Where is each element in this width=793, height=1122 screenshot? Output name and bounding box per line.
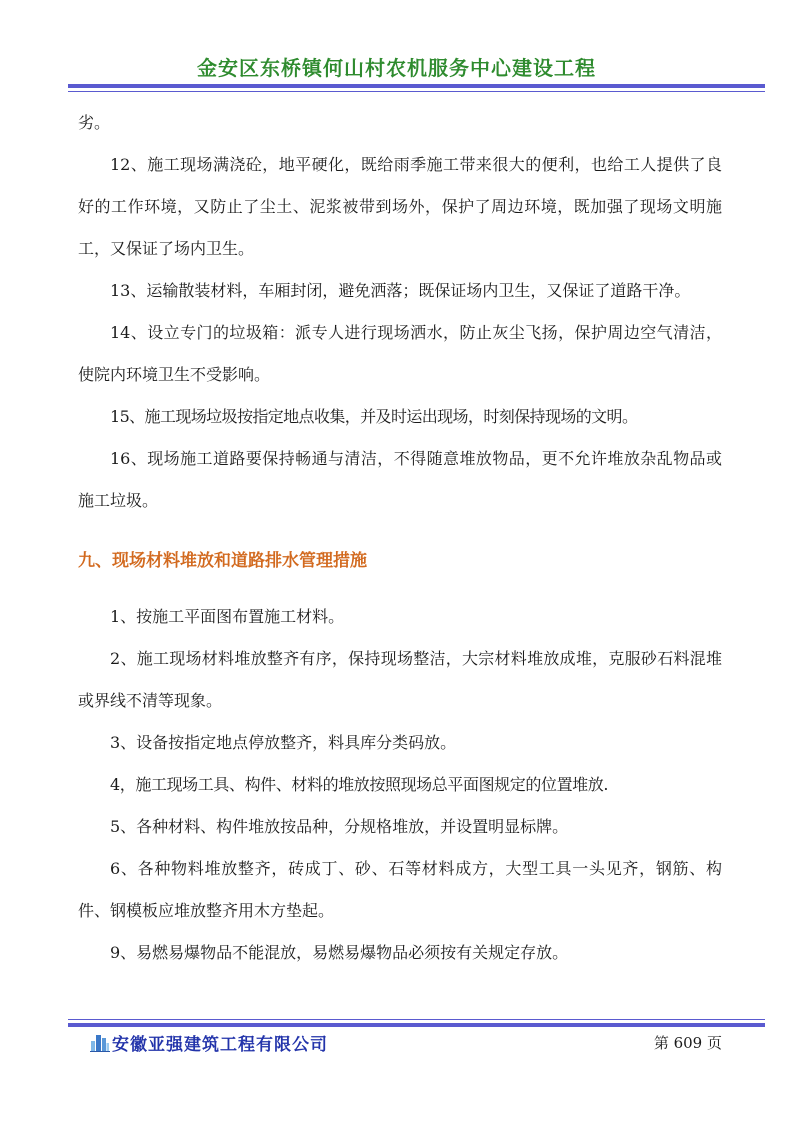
footer-company-name: 安徽亚强建筑工程有限公司: [112, 1035, 328, 1055]
paragraph: 劣。: [78, 113, 111, 132]
header-rule-thick: [68, 84, 765, 88]
page-header-title: 金安区东桥镇何山村农机服务中心建设工程: [197, 56, 596, 80]
paragraph: 1、按施工平面图布置施工材料。: [110, 607, 345, 626]
paragraph: 5、各种材料、构件堆放按品种，分规格堆放，并设置明显标牌。: [110, 817, 569, 836]
paragraph: 15、施工现场垃圾按指定地点收集，并及时运出现场，时刻保持现场的文明。: [110, 407, 638, 426]
paragraph: 14、设立专门的垃圾箱：派专人进行现场洒水，防止灰尘飞扬，保护周边空气清洁，使院内环境卫生不受影响。: [78, 323, 722, 384]
paragraph: 9、易燃易爆物品不能混放，易燃易爆物品必须按有关规定存放。: [110, 943, 569, 962]
page-number: 第 609 页: [653, 1034, 722, 1052]
footer-rule-thick: [68, 1023, 765, 1027]
header-rule-thin: [68, 91, 765, 92]
company-building-logo-icon: [90, 1032, 110, 1052]
paragraph: 16、现场施工道路要保持畅通与清洁，不得随意堆放物品，更不允许堆放杂乱物品或施工垃圾。: [78, 449, 722, 510]
paragraph: 4，施工现场工具、构件、材料的堆放按照现场总平面图规定的位置堆放.: [110, 775, 609, 794]
page-content: [78, 102, 722, 974]
paragraph: 3、设备按指定地点停放整齐，料具库分类码放。: [110, 733, 457, 752]
paragraph: 2、施工现场材料堆放整齐有序，保持现场整洁，大宗材料堆放成堆，克服砂石料混堆或界线不清等现象。: [78, 649, 722, 710]
page-footer: [90, 1030, 722, 1056]
footer-rule-thin: [68, 1019, 765, 1020]
paragraph: 6、各种物料堆放整齐，砖成丁、砂、石等材料成方，大型工具一头见齐，钢筋、构件、钢模板应堆放整齐用木方垫起。: [78, 859, 722, 920]
paragraph: 12、施工现场满浇砼，地平硬化，既给雨季施工带来很大的便利，也给工人提供了良好的工作环境，又防止了尘土、泥浆被带到场外，保护了周边环境，既加强了现场文明施工，又保证了场内卫生。: [78, 155, 722, 258]
section-heading: 九、现场材料堆放和道路排水管理措施: [78, 551, 367, 571]
paragraph: 13、运输散装材料，车厢封闭，避免洒落；既保证场内卫生，又保证了道路干净。: [110, 281, 691, 300]
